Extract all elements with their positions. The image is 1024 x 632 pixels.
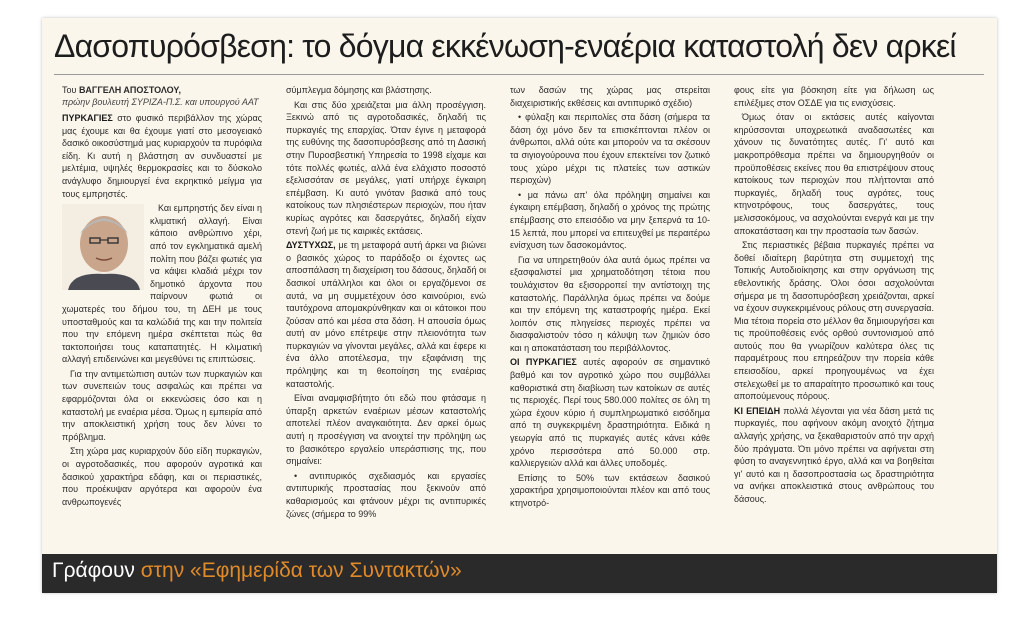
article-column-4	[734, 84, 934, 544]
paragraph: • αντιπυρικός σχεδιασμός και εργασίες αντιπυρικής προστασίας που ξεκινούν από καθαρισμούς και φτάνουν μέχρι τις αντιπυρικές ζώνες (σήμερα το 99%	[286, 470, 486, 519]
lead-word: ΠΥΡΚΑΓΙΕΣ	[62, 113, 113, 123]
paragraph: Είναι αναμφισβήτητο ότι εδώ που φτάσαμε η ύπαρξη αρκετών εναέριων μέσων καταστολής αποτελεί πλέον αναγκαιότητα. Δεν αρκεί όμως αυτή η προσέγγιση να ανοιχτεί την πρόληψη ως το βασικότερο εργαλείο υπεράσπισης της, που σημαίνει:	[286, 393, 486, 467]
paragraph: φους είτε για βόσκηση είτε για δήλωση ως επιλέξιμες στον ΟΣΔΕ για τις ενισχύσεις.	[734, 85, 934, 108]
newspaper-page	[42, 18, 997, 593]
paragraph: • φύλαξη και περιπολίες στα δάση (σήμερα τα δάση όχι μόνο δεν τα επισκέπτονται πλέον οι άνθρωποι, αλλά ούτε και μπορούν να τα σκέσουν τα σιγιογούρουνα που έχουν επεκτείνει τον ζωτικό τους χώρο μέχρι τις πλατείες των αστικών περιοχών)	[510, 112, 710, 186]
footer-caption	[52, 559, 462, 583]
paragraph: Στη χώρα μας κυριαρχούν δύο είδη πυρκαγιών, οι αγροτοδασικές, που αφορούν αγροτικά και δασικού χαρακτήρα εδάφη, και οι περιαστικές, που προέκυψαν αργότερα και αφορούν ένα ανθρωπογενές	[62, 446, 262, 507]
paragraph: Όμως όταν οι εκτάσεις αυτές καίγονται κηρύσσονται υποχρεωτικά αναδασωτέες και χάνουν τις δυνατότητες αυτές. Γι' αυτό και μακροπρόθεσμα πρέπει να δημιουργηθούν οι προϋποθέσεις εκείνες που θα επιστρέψουν στους κατοίκους των περιοχών που πλήττονται από πυρκαγιές, δηλαδή τους αγρότες, τους κτηνοτρόφους, τους δασεργάτες, τους μελισσοκόμους, να ασχολούνται ενεργά και με την αποκατάσταση και την προστασία των δασών.	[734, 112, 934, 236]
article-column-3	[510, 84, 710, 544]
author-name: ΒΑΓΓΕΛΗ ΑΠΟΣΤΟΛΟΥ,	[78, 85, 181, 95]
paragraph: Και στις δύο χρειάζεται μια άλλη προσέγγιση. Ξεκινώ από τις αγροτοδασικές, δηλαδή τις πυρκαγιές της επαρχίας. Όταν έγινε η μεταφορά της ευθύνης της δασοπυρόσβεσης από τη Δασική στην Πυροσβεστική Υπηρεσία το 1998 είχαμε και τότε πολλές φωτιές, αλλά ένα ελάχιστο ποσοστό εξελισσόταν σε μεγάλες, γιατί υπήρχε έγκαιρη επέμβαση. Κι αυτό γινόταν βασικά από τους κατοίκους των πλησιέστερων περιοχών, που ήταν κυρίως αγρότες και δασεργάτες, δηλαδή είχαν στενή ζωή με τις καιρικές εκτάσεις.	[286, 99, 486, 236]
paragraph: σύμπλεγμα δόμησης και βλάστησης.	[286, 85, 432, 95]
article-column-2	[286, 84, 486, 544]
author-role: πρώην βουλευτή ΣΥΡΙΖΑ-Π.Σ. και υπουργού ΑΑΤ	[62, 97, 259, 107]
headline-divider	[54, 74, 984, 75]
paragraph: ΚΙ ΕΠΕΙΔΗ πολλά λέγονται για νέα δάση μετά τις πυρκαγιές, που αφήνουν ακόμη ανοιχτό ζήτημα αλλαγής χρήσης, να ξεκαθαριστούν από την αρχή δύο πράγματα. Ότι μόνο πρέπει να αφήνεται στη φύση το αναγεννητικό έργο, αλλά και να βοηθείται γι' αυτό και η δασοπροστασία ως δραστηριότητα να ανήκει αποκλειστικά στους ανθρώπους του δάσους.	[734, 405, 934, 504]
byline-prefix: Του	[62, 85, 79, 95]
lead-word: ΟΙ ΠΥΡΚΑΓΙΕΣ	[510, 357, 577, 368]
paragraph: ΟΙ ΠΥΡΚΑΓΙΕΣ αυτές αφορούν σε σημαντικό βαθμό και τον αγροτικό χώρο που συμβάλλει καθοριστικά στη διαβίωση των κατοίκων σε αυτές τις περιοχές. Περί τους 580.000 πολίτες σε όλη τη χώρα έχουν κύριο ή συμπληρωματικό εισόδημα από τη συγκεκριμένη δραστηριότητα. Ειδικά η γεωργία από τις πυρκαγιές αυτές κάνει κάθε χρόνο περισσότερα από 50.000 στρ. καλλιεργειών αλλά και άλλες υποδομές.	[510, 357, 710, 469]
lead-word: ΚΙ ΕΠΕΙΔΗ	[734, 405, 781, 416]
paragraph: Και εμπρηστής δεν είναι η κλιματική αλλαγή. Είναι κάποιο ανθρώπινο χέρι, από τον εγκληματικά αμελή πολίτη που βάζει φωτιές για να κάψει κλαδιά μέχρι τον δημοτικό άρχοντα που παίρνουν φωτιά οι χωματερές του δήμου του, τη ΔΕΗ με τους υποσταθμούς και τα καλώδιά της και την πολιτεία που την επόμενη ημέρα σκέπτεται πώς θα τακτοποιήσει τους καταπατητές. Η κλιματική αλλαγή επιδεινώνει και μεγεθύνει τις επιπτώσεις.	[62, 203, 262, 365]
paragraph: Επίσης το 50% των εκτάσεων δασικού χαρακτήρα χρησιμοποιούνται πλέον και από τους κτηνοτρό-	[510, 472, 710, 508]
author-portrait	[62, 204, 144, 290]
paragraph: των δασών της χώρας μας στερείται διαχειριστικής εκθέσεις και αντιπυρικό σχέδιο)	[510, 85, 710, 108]
paragraph: • μα πάνω απ' όλα πρόληψη σημαίνει και έγκαιρη επέμβαση, δηλαδή ο χρόνος της πρώτης επέμβασης στο επεισόδιο να μην ξεπερνά τα 10-15 λεπτά, που μπορεί να επιτευχθεί με περαιτέρω ενίσχυση των δασοκομάντος.	[510, 189, 710, 251]
paragraph: Για την αντιμετώπιση αυτών των πυρκαγιών και των συνεπειών τους ασφαλώς και πρέπει να εφαρμόζονται όλα οι εκκενώσεις όσο και η καταστολή με εναέρια μέσα. Όμως η εμπειρία από την αποκλειστική χρήση τους δεν λύνει το πρόβλημα.	[62, 368, 262, 442]
lead-word: ΔΥΣΤΥΧΩΣ,	[286, 240, 336, 251]
paragraph: Για να υπηρετηθούν όλα αυτά όμως πρέπει να εξασφαλιστεί μια χρηματοδότηση τέτοια που τουλάχιστον θα εξισορροπεί την αντίστοιχη της καταστολής. Παράλληλα όμως πρέπει να δούμε και την επόμενη της καταστροφής ημέρα. Εκεί λοιπόν στις πληγείσες περιοχές πρέπει να διασφαλιστούν τόσο η κάλυψη των ζημιών όσο και η αποκατάσταση του περιβάλλοντος.	[510, 254, 710, 353]
article-headline: Δασοπυρόσβεση: το δόγμα εκκένωση-εναέρια καταστολή δεν αρκεί	[54, 28, 956, 64]
article-column-1	[62, 84, 262, 544]
byline	[62, 84, 262, 108]
footer-highlight: στην «Εφημερίδα των Συντακτών»	[134, 559, 462, 582]
footer-prefix: Γράφουν	[52, 559, 135, 582]
paragraph: ΠΥΡΚΑΓΙΕΣ στο φυσικό περιβάλλον της χώρας μας έχουμε και θα έχουμε γιατί στο μεσογειακό δασικό οικοσύστημά μας κυριαρχούν τα πυρόφιλα είδη. Κι αυτή η βλάστηση αν συνδυαστεί με μελτέμια, υψηλές θερμοκρασίες και το δύσκολο ανάγλυφο δημιουργεί ένα εκρηκτικό μείγμα για τους εμπρηστές.	[62, 113, 262, 199]
paragraph: Στις περιαστικές βέβαια πυρκαγιές πρέπει να δοθεί ιδιαίτερη βαρύτητα στη συμμετοχή της Τοπικής Αυτοδιοίκησης και στην οργάνωση της εθελοντικής δράσης. Όλοι όσοι ασχολούνται σήμερα με τη δασοπυρόσβεση χρειάζονται, αρκεί να έχουν συγκεκριμένους ρόλους στη συνεργασία. Μια τέτοια πορεία στο μέλλον θα δημιουργήσει και τις προϋποθέσεις ενός ορθού συντονισμού από αυτούς που θα γνωρίζουν καλύτερα όλες τις παραμέτρους που επηρεάζουν την πορεία κάθε επεισοδίου, αρκεί προηγουμένως να έχει στελεχωθεί με το απαραίτητο προσωπικό και τους αποπούμενους πόρους.	[734, 240, 934, 402]
paragraph: ΔΥΣΤΥΧΩΣ, με τη μεταφορά αυτή άρκει να βιώνει ο βασικός χώρος το παράδοξο οι έχοντες ως αποσπάλαση τη διαχείριση του δάσους, δηλαδή οι δασικοί υπάλληλοι και όλοι οι εργαζόμενοι σε αυτά, να μη συμμετέχουν όσο καινούριοι, ενώ ταυτόχρονα απομακρύνθηκαν και οι κάτοικοι που ζούσαν από και μέσα στα δάση. Η απουσία όμως αυτή αν μόνο επέτρεψε στην πλειονότητα των πυρκαγιών να γίνονται μεγάλες, αλλά και έφερε κι ένα άλλο αποτέλεσμα, την εξαφάνιση της πρόληψης και τη θεοποίηση της εναέριας καταστολής.	[286, 240, 486, 389]
